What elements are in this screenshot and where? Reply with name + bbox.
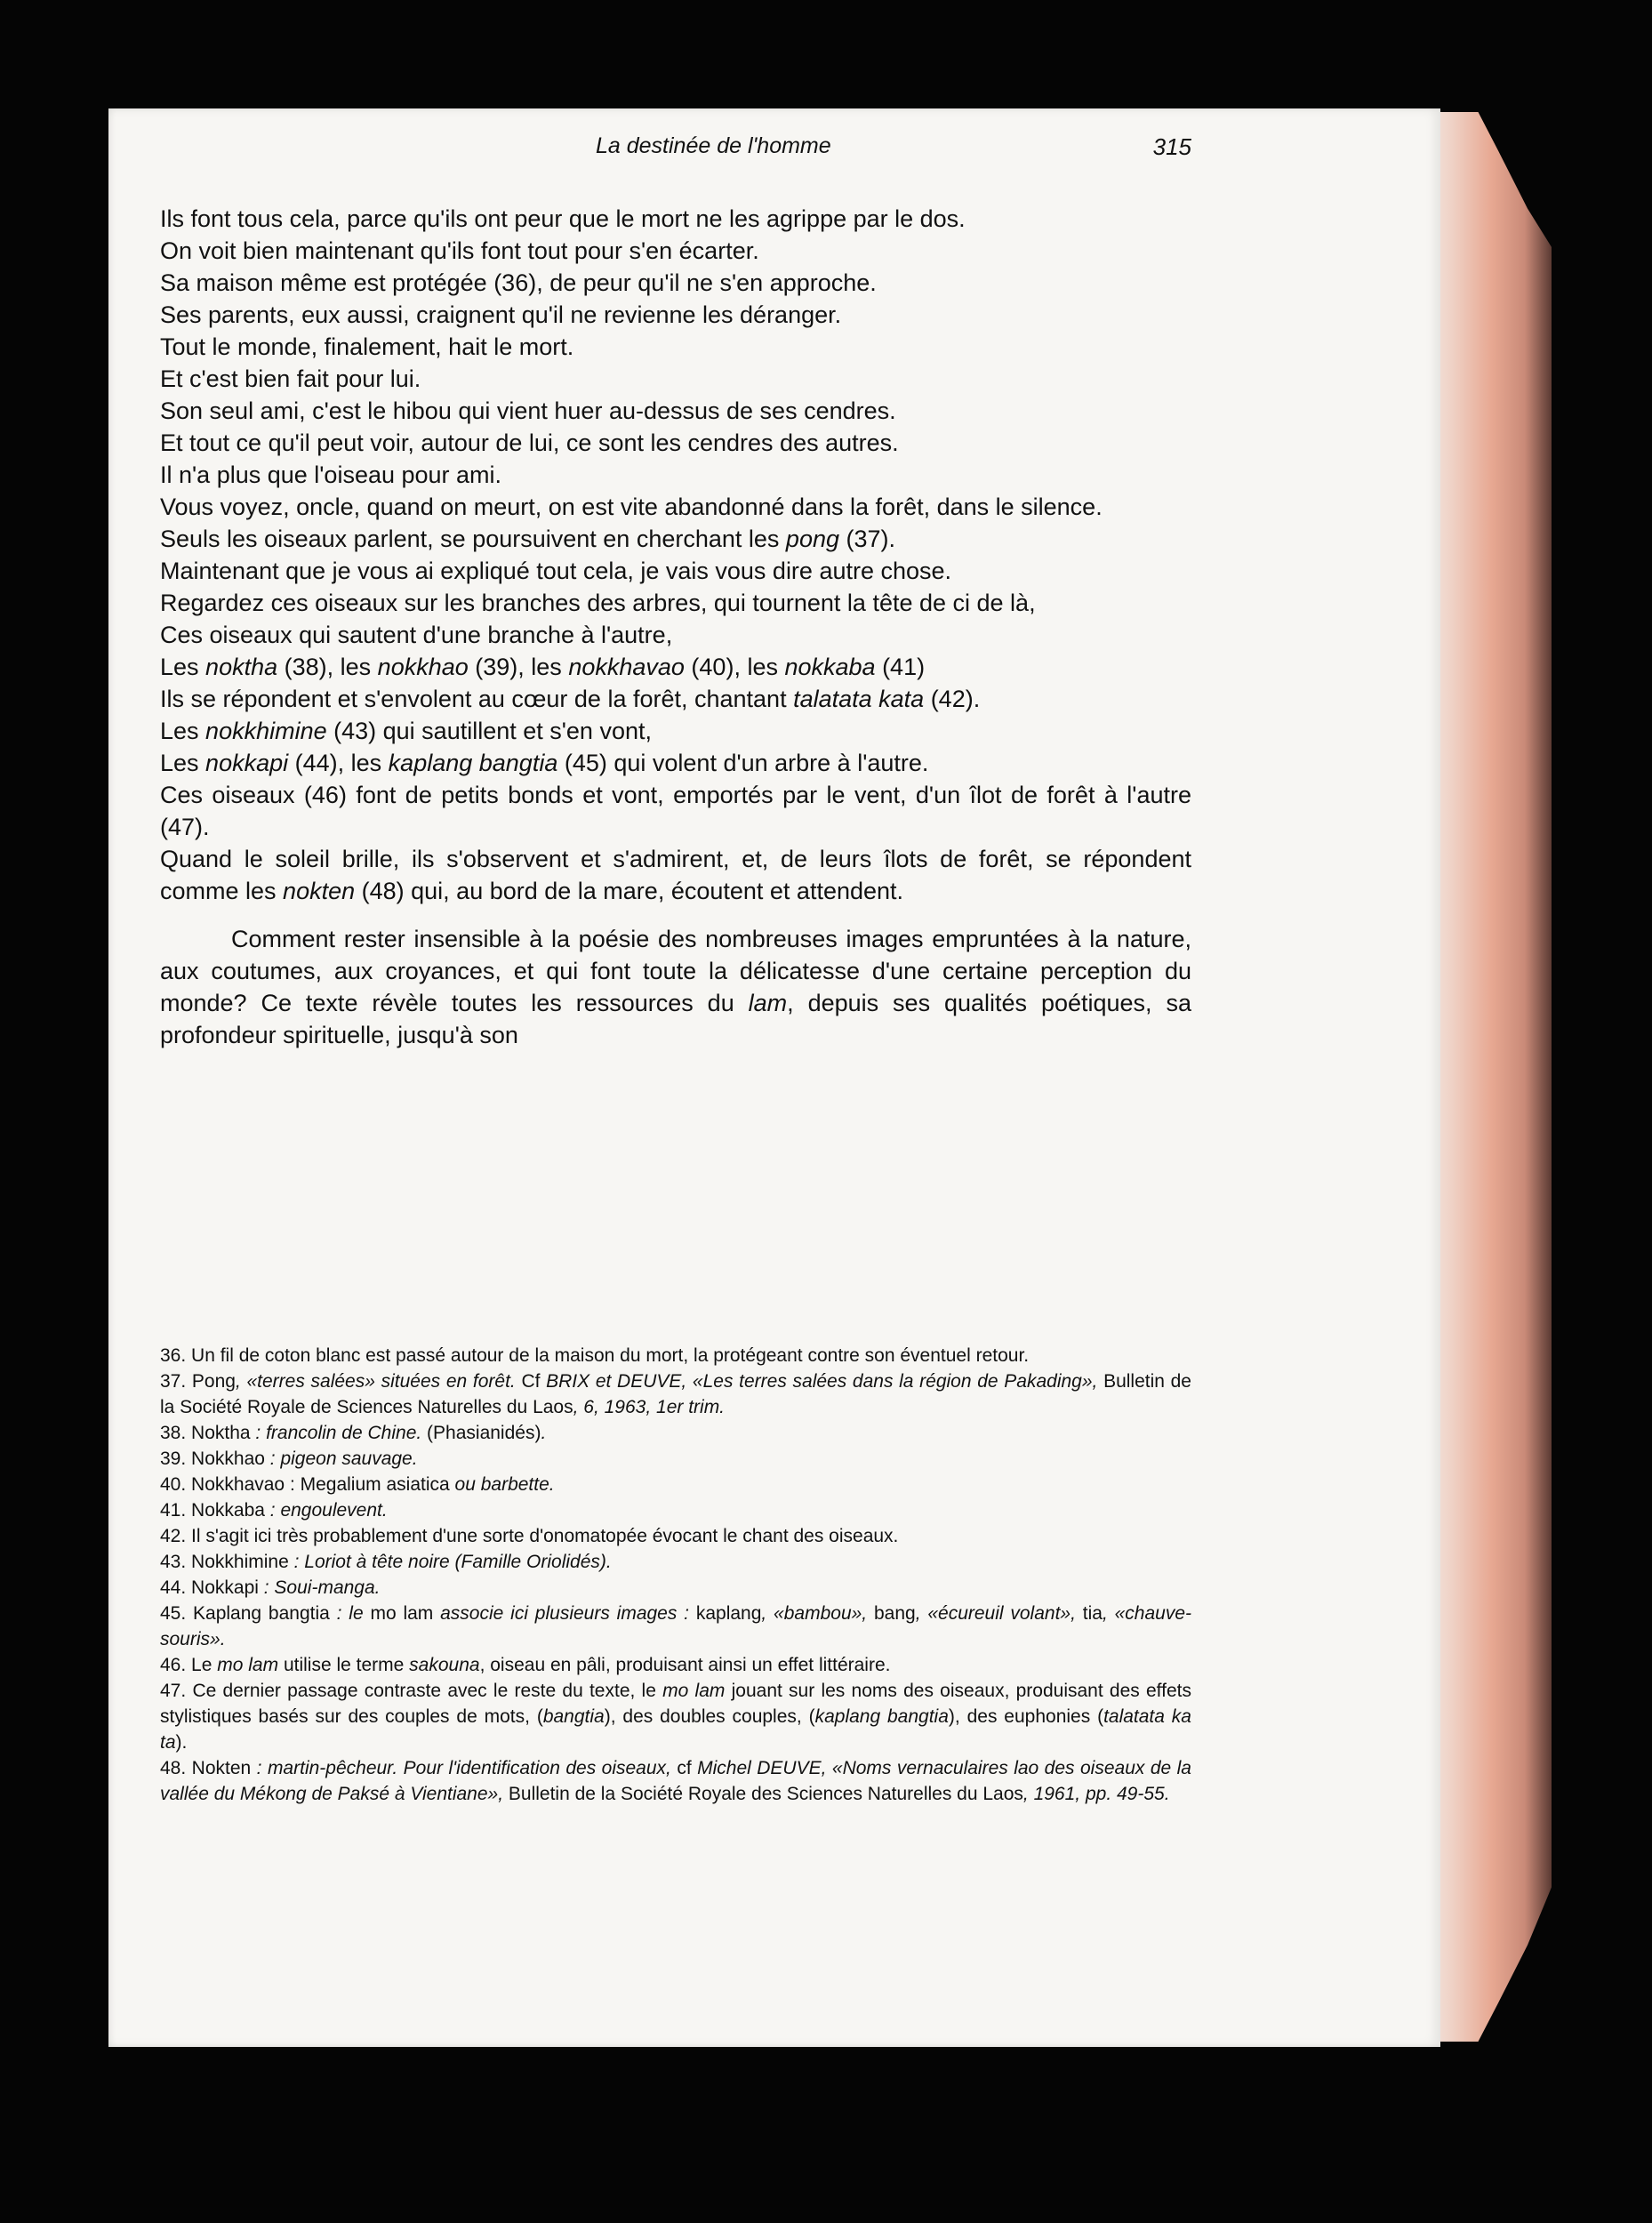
text-run: (39), les [468,654,569,680]
footnote-number: 42. [160,1526,187,1546]
italic-term: talatata ka ta [160,1706,1191,1753]
italic-term: , «terres salées» situées en forêt. [235,1371,522,1392]
footnote-number: 44. [160,1577,187,1598]
text-run: (43) qui sautillent et s'en vont, [326,718,652,744]
text-run: bang [873,1603,916,1624]
poem-line [160,491,1191,523]
text-run: Et c'est bien fait pour lui. [160,365,421,392]
poem-line [160,747,1191,779]
italic-term: Michel DEUVE, «Noms vernaculaires lao des oiseaux de la vallée du Mékong de Paksé à Vientiane», [160,1758,1191,1804]
poem-line [160,427,1191,459]
text-run: (41) [875,654,926,680]
italic-term: kaplang bangtia [814,1706,949,1727]
italic-term: : engoulevent. [264,1500,388,1521]
text-run: (40), les [684,654,785,680]
italic-term: nokkapi [205,750,289,776]
text-run: Ses parents, eux aussi, craignent qu'il ne revienne les déranger. [160,301,842,328]
poem-line [160,619,1191,651]
text-run: Ces oiseaux qui sautent d'une branche à l'autre, [160,622,673,648]
page-number: 315 [1152,133,1191,160]
text-run: Les [160,654,206,680]
text-run: Nokkapi [191,1577,259,1598]
footnote [160,1678,1191,1755]
italic-term: kaplang bangtia [388,750,558,776]
text-run: (44), les [288,750,389,776]
footnote-number: 39. [160,1449,187,1469]
text-run: Seuls les oiseaux parlent, se poursuivent en cherchant les [160,526,786,552]
text-run: Ces oiseaux (46) font de petits bonds et vont, emportés par le vent, d'un îlot de forêt à l'autre (47). [160,782,1191,840]
text-run: ), des euphonies ( [948,1706,1104,1727]
text-run: Pong [191,1371,236,1392]
text-run: cf [677,1758,692,1778]
text-run: Quand le soleil brille, ils s'observent et s'admirent, et, de leurs îlots de forêt, se répondent comme les [160,846,1191,904]
italic-term: , 1961, pp. 49-55. [1022,1784,1170,1804]
text-run: Noktha [191,1423,251,1443]
text-run: Nokkhao [191,1449,265,1469]
text-run: (42). [924,686,981,712]
footnote-number: 48. [160,1758,187,1778]
footnote [160,1368,1191,1420]
italic-term: talatata kata [793,686,925,712]
footnotes [160,1343,1191,1807]
text-run: On voit bien maintenant qu'ils font tout pour s'en écarter. [160,237,759,264]
text-run: mo lam [370,1603,434,1624]
poem-line [160,715,1191,747]
italic-term: : martin-pêcheur. Pour l'identification des oiseaux, [251,1758,678,1778]
text-run: Ce dernier passage contraste avec le reste du texte, le [192,1681,663,1701]
text-run: Ils font tous cela, parce qu'ils ont peur que le mort ne les agrippe par le dos. [160,205,966,232]
text-run: Ils se répondent et s'envolent au cœur de la forêt, chantant [160,686,794,712]
footnote [160,1601,1191,1652]
text-run: (38), les [277,654,378,680]
running-title: La destinée de l'homme [596,133,831,158]
text-run: Nokkhimine [191,1552,289,1572]
text-run: Tout le monde, finalement, hait le mort. [160,333,574,360]
italic-term: lam [748,990,788,1016]
text-run: utilise le terme [278,1655,410,1675]
italic-term: : Loriot à tête noire (Famille Oriolidés). [288,1552,612,1572]
footnote-number: 41. [160,1500,187,1521]
italic-term: : francolin de Chine. [250,1423,428,1443]
footnote [160,1472,1191,1497]
text-run: Le [191,1655,218,1675]
text-run: Les [160,750,206,776]
text-run: (Phasianidés) [427,1423,541,1443]
text-run: Kaplang bangtia [193,1603,330,1624]
text-run: Il n'a plus que l'oiseau pour ami. [160,461,502,488]
text-run: (45) qui volent d'un arbre à l'autre. [557,750,929,776]
text-run: jouant sur les noms des oiseaux, produisant des effets stylistiques basés sur des couples de mots, ( [160,1681,1191,1727]
italic-term: . [541,1423,547,1443]
poem-line [160,779,1191,843]
italic-term: , 6, 1963, 1er trim. [573,1397,726,1417]
text-run: Bulletin de la Société Royale de Sciences Naturelles du Laos [160,1371,1191,1417]
italic-term: associe ici plusieurs images : [433,1603,696,1624]
poem-line [160,235,1191,267]
poem-line [160,331,1191,363]
italic-term: noktha [205,654,278,680]
poem-line [160,587,1191,619]
poem-line [160,267,1191,299]
italic-term: mo lam [217,1655,279,1675]
poem-line [160,843,1191,907]
italic-term: nokten [283,878,356,904]
text-run: (37). [839,526,896,552]
page-header [160,133,1191,169]
text-run: (48) qui, au bord de la mare, écoutent et attendent. [355,878,904,904]
text-run: , oiseau en pâli, produisant ainsi un effet littéraire. [479,1655,891,1675]
italic-term: nokkhao [377,654,469,680]
footnote [160,1652,1191,1678]
text-run: Bulletin de la Société Royale des Sciences Naturelles du Laos [508,1784,1023,1804]
italic-term: , «écureuil volant», [915,1603,1083,1624]
italic-term: : le [329,1603,371,1624]
footnote-number: 46. [160,1655,187,1675]
italic-term: BRIX et DEUVE, «Les terres salées dans la région de Pakading», [540,1371,1104,1392]
footnote-number: 47. [160,1681,187,1701]
text-run: Sa maison même est protégée (36), de peur qu'il ne s'en approche. [160,269,877,296]
text-run: ). [175,1732,188,1753]
text-run: kaplang [695,1603,762,1624]
poem-line [160,203,1191,235]
footnote-number: 43. [160,1552,187,1572]
italic-term: mo lam [662,1681,726,1701]
italic-term: pong [785,526,839,552]
text-run: tia [1082,1603,1103,1624]
text-run: Vous voyez, oncle, quand on meurt, on est vite abandonné dans la forêt, dans le silence. [160,494,1103,520]
poem-line [160,555,1191,587]
footnote [160,1523,1191,1549]
footnote [160,1497,1191,1523]
poem-line [160,299,1191,331]
footnote [160,1755,1191,1807]
footnote [160,1420,1191,1446]
italic-term: : Soui-manga. [258,1577,381,1598]
text-run: Nokten [191,1758,252,1778]
text-run: , depuis ses qualités poétiques, sa profondeur spirituelle, jusqu'à son [160,990,1191,1048]
footnote [160,1446,1191,1472]
footnote [160,1343,1191,1368]
main-text [160,203,1191,1051]
poem-line [160,395,1191,427]
italic-term: nokkhavao [568,654,685,680]
poem [160,203,1191,907]
text-run: Un fil de coton blanc est passé autour de la maison du mort, la protégeant contre son éventuel retour. [191,1345,1030,1366]
poem-line [160,683,1191,715]
footnote-number: 37. [160,1371,187,1392]
poem-line [160,651,1191,683]
text-run: Les [160,718,206,744]
italic-term: nokkhimine [205,718,327,744]
footnote [160,1575,1191,1601]
text-run: Son seul ami, c'est le hibou qui vient huer au-dessus de ses cendres. [160,397,896,424]
text-run: Cf [521,1371,541,1392]
text-run: Maintenant que je vous ai expliqué tout cela, je vais vous dire autre chose. [160,558,952,584]
italic-term: : pigeon sauvage. [264,1449,418,1469]
footnote [160,1549,1191,1575]
text-run: Il s'agit ici très probablement d'une sorte d'onomatopée évocant le chant des oiseaux. [191,1526,899,1546]
footnote-number: 38. [160,1423,187,1443]
text-run: Nokkaba [191,1500,265,1521]
text-run: Regardez ces oiseaux sur les branches des arbres, qui tournent la tête de ci de là, [160,590,1036,616]
text-run: ), des doubles couples, ( [604,1706,815,1727]
prose-paragraph [160,923,1191,1051]
text-run: Nokkhavao : Megalium asiatica [191,1474,450,1495]
footnote-number: 40. [160,1474,187,1495]
text-run: Et tout ce qu'il peut voir, autour de lui, ce sont les cendres des autres. [160,429,899,456]
italic-term: , «chauve-souris». [160,1603,1191,1649]
poem-line [160,459,1191,491]
text-run: Comment rester insensible à la poésie des nombreuses images empruntées à la nature, aux coutumes, aux croyances, et qui font toute la délicatesse d'une certaine perception du monde? Ce texte révèle toutes les ressources du [160,926,1191,1016]
italic-term: bangtia [542,1706,605,1727]
footnote-number: 45. [160,1603,187,1624]
italic-term: , «bambou», [761,1603,874,1624]
italic-term: nokkaba [784,654,876,680]
italic-term: ou barbette. [449,1474,555,1495]
poem-line [160,523,1191,555]
poem-line [160,363,1191,395]
footnote-number: 36. [160,1345,187,1366]
italic-term: sakouna [409,1655,480,1675]
